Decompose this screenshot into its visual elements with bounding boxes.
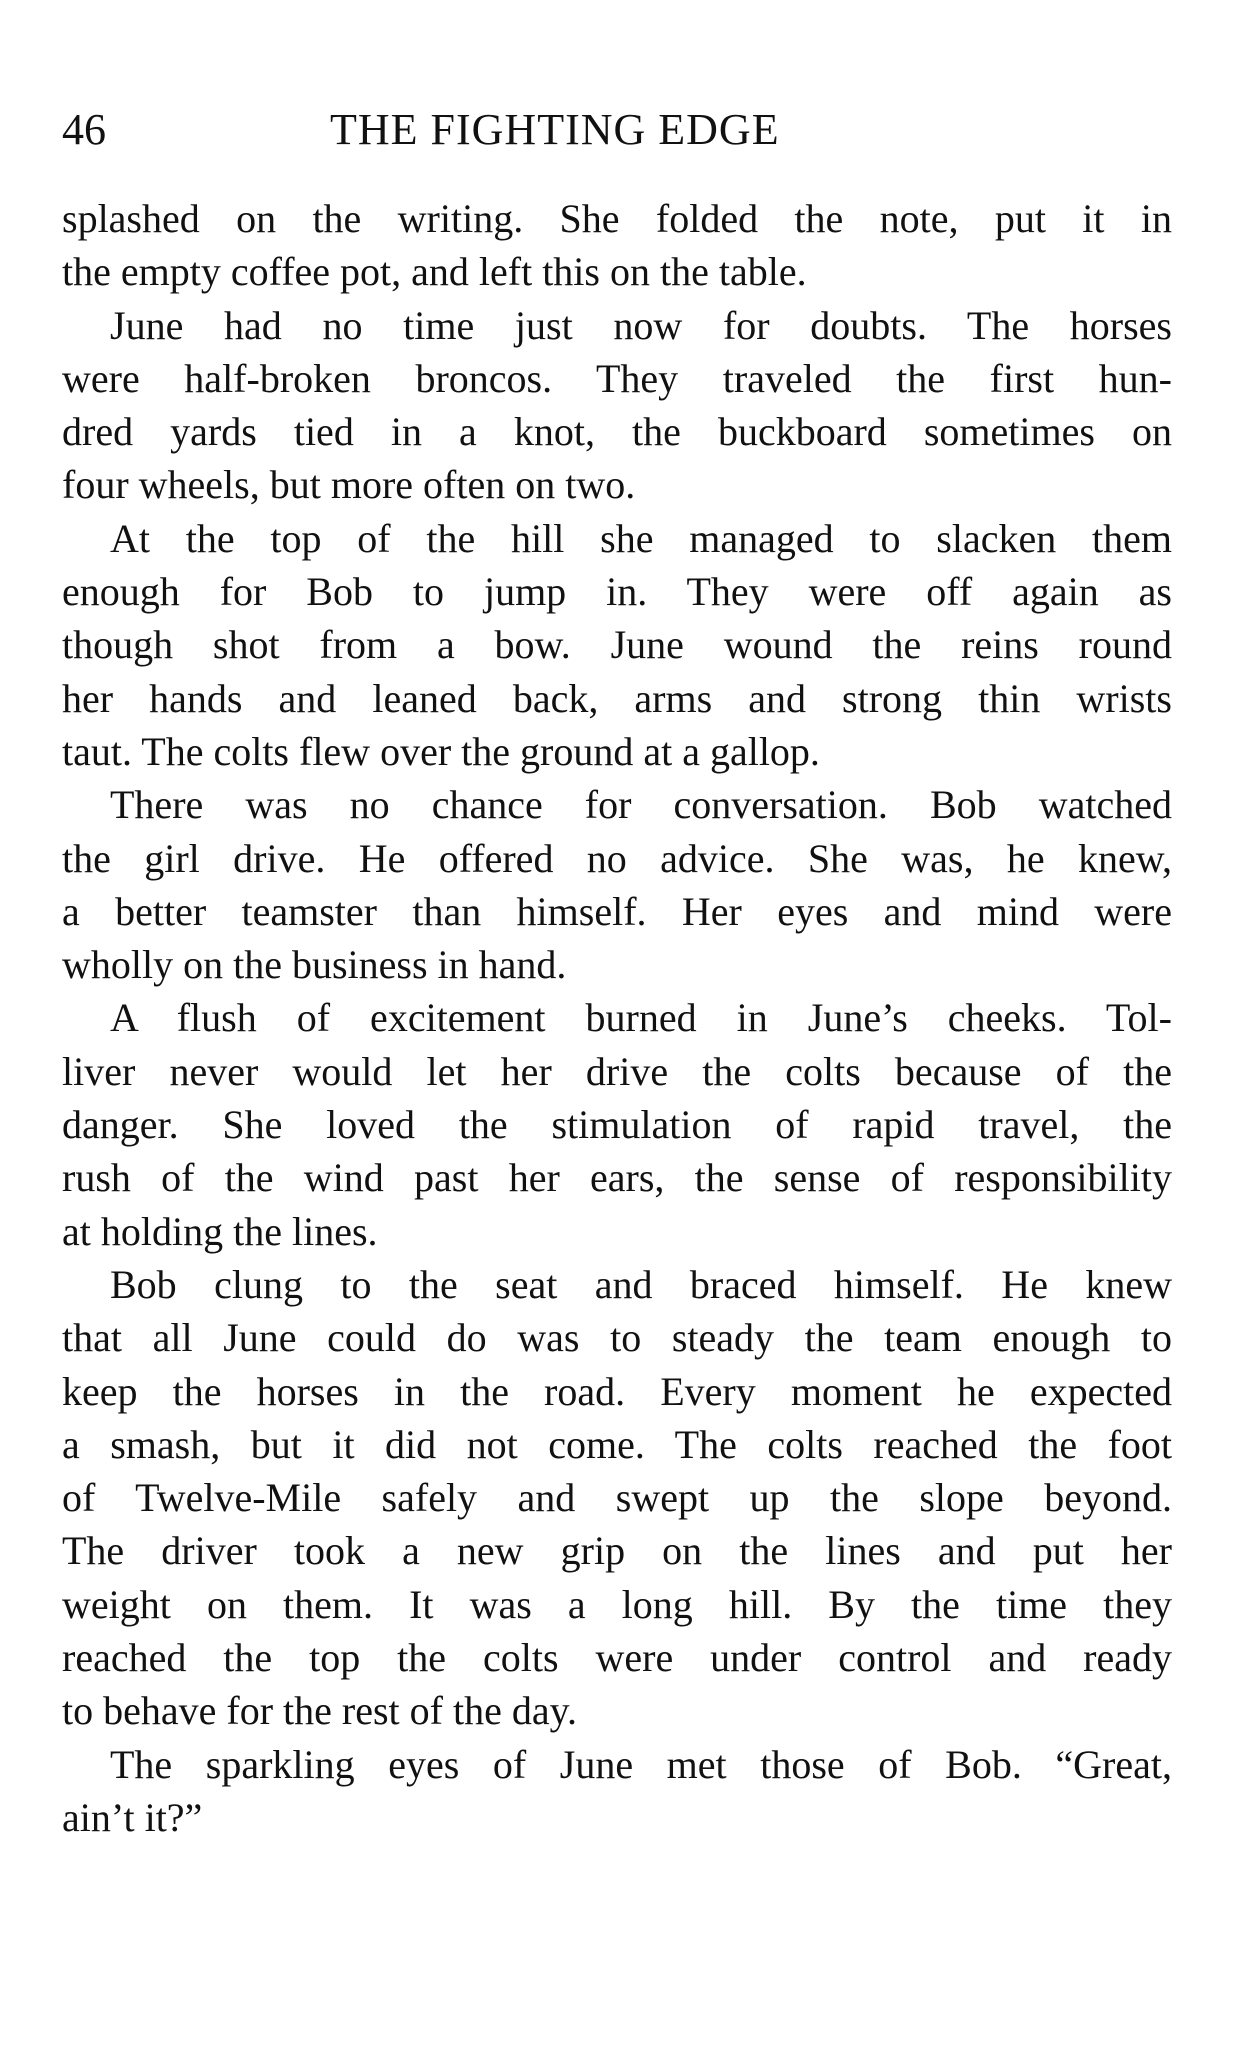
paragraph	[62, 192, 1172, 299]
paragraph	[62, 299, 1172, 512]
text-line: The driver took a new grip on the lines and put her	[62, 1528, 1172, 1574]
text-line: taut. The colts flew over the ground at a gallop.	[62, 728, 820, 774]
text-line: danger. She loved the stimulation of rapid travel, the	[62, 1102, 1172, 1148]
paragraph	[62, 512, 1172, 778]
paragraph	[62, 1738, 1172, 1845]
text-line: enough for Bob to jump in. They were off again as	[62, 569, 1172, 615]
text-line: There was no chance for conversation. Bob watched	[110, 782, 1172, 828]
text-line: to behave for the rest of the day.	[62, 1688, 577, 1734]
text-line: four wheels, but more often on two.	[62, 462, 636, 508]
text-line: The sparkling eyes of June met those of Bob. “Great,	[110, 1741, 1172, 1787]
book-title: THE FIGHTING EDGE	[330, 105, 780, 154]
text-line: a better teamster than himself. Her eyes and mind were	[62, 888, 1172, 934]
text-line: the empty coffee pot, and left this on the table.	[62, 249, 807, 295]
text-line: At the top of the hill she managed to slacken them	[110, 515, 1172, 561]
text-line: Bob clung to the seat and braced himself. He knew	[110, 1261, 1172, 1307]
text-line: rush of the wind past her ears, the sense of responsibility	[62, 1155, 1172, 1201]
text-line: weight on them. It was a long hill. By the time they	[62, 1581, 1172, 1627]
text-line: at holding the lines.	[62, 1208, 378, 1254]
text-line: that all June could do was to steady the team enough to	[62, 1315, 1172, 1361]
text-line: of Twelve-Mile safely and swept up the slope beyond.	[62, 1475, 1172, 1521]
text-line: were half-broken broncos. They traveled the first hun-	[62, 355, 1172, 401]
text-line: though shot from a bow. June wound the reins round	[62, 622, 1172, 668]
text-line: a smash, but it did not come. The colts reached the foot	[62, 1421, 1172, 1467]
text-line: ain’t it?”	[62, 1794, 203, 1840]
text-line: keep the horses in the road. Every moment he expected	[62, 1368, 1172, 1414]
page-number: 46	[62, 105, 106, 154]
text-line: June had no time just now for doubts. The horses	[110, 302, 1172, 348]
text-line: her hands and leaned back, arms and strong thin wrists	[62, 675, 1172, 721]
running-head	[62, 100, 1162, 160]
text-line: A flush of excitement burned in June’s cheeks. Tol-	[110, 995, 1172, 1041]
text-line: reached the top the colts were under control and ready	[62, 1635, 1172, 1681]
text-line: splashed on the writing. She folded the note, put it in	[62, 196, 1172, 241]
paragraph	[62, 778, 1172, 991]
body-text	[62, 192, 1172, 1844]
text-line: liver never would let her drive the colts because of the	[62, 1048, 1172, 1094]
paragraph	[62, 991, 1172, 1257]
paragraph	[62, 1258, 1172, 1738]
text-line: the girl drive. He offered no advice. She was, he knew,	[62, 835, 1172, 881]
text-line: wholly on the business in hand.	[62, 942, 567, 988]
text-line: dred yards tied in a knot, the buckboard sometimes on	[62, 409, 1172, 455]
